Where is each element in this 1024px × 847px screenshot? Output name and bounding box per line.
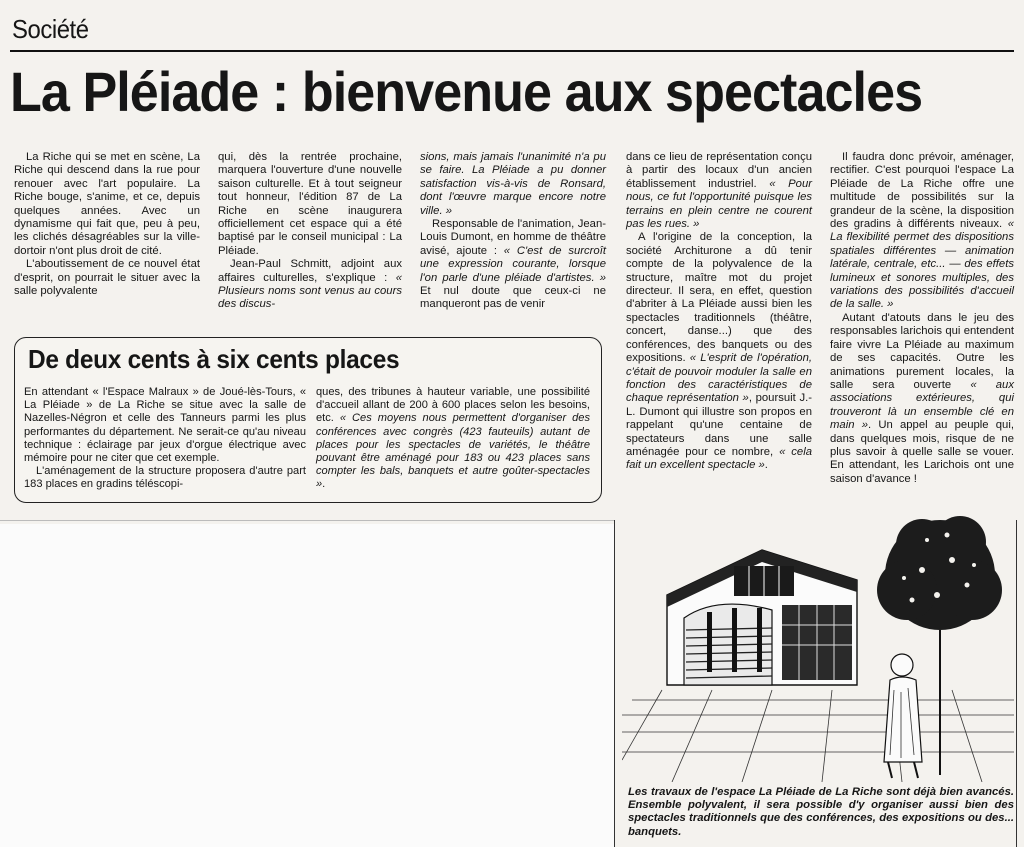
article-column-2	[218, 151, 402, 312]
paragraph: L'aménagement de la structure proposera d'autre part 183 places en gradins téléscopi-	[24, 465, 306, 491]
paragraph: A l'origine de la conception, la société Architurone a dû tenir compte de la polyvalence de la structure, maître mot du projet directeur. Il sera, en effet, question d'abriter à La Pléiade aussi bien les spectacles traditionnels (théâtre, concert, danse...) que des conférences, des banquets ou des expositions. « L'esprit de l'opération, c'était de pouvoir moduler la salle en fonction des caractéristiques de chaque représentation », poursuit J.-L. Dumont qui illustre son propos en rappelant qu'une centaine de spectateurs dans une salle aménagée pour ce nombre, « cela fait un excellent spectacle ».	[626, 231, 813, 472]
paragraph: La Riche qui se met en scène, La Riche qui descend dans la rue pour renouer avec l'art populaire. La Riche bouge, s'anime, et ce, depuis quelques années. Avec un dynamisme qui fait que, peu à peu, les clichés désagréables sur la ville-dortoir n'ont plus droit de cité.	[14, 151, 200, 257]
paragraph: sions, mais jamais l'unanimité n'a pu se faire. La Pléiade a pu donner satisfaction vis-à-vis de Ronsard, dont l'œuvre marque encore notre ville. »	[420, 151, 606, 217]
article-column-4	[626, 151, 812, 473]
paragraph: En attendant « l'Espace Malraux » de Joué-lès-Tours, « La Pléiade » de La Riche se situe avec la salle de Nazelles-Négron et celle des Tanneurs parmi les plus performantes du département. Ne serait-ce qu'au niveau technique : éclairage par jeux d'orgue électrique avec mémoire pour ne citer que cet exemple.	[24, 386, 306, 465]
building-illustration	[622, 500, 1014, 782]
blank-area	[0, 524, 614, 847]
section-rubric: Société	[12, 14, 89, 44]
paragraph: Jean-Paul Schmitt, adjoint aux affaires culturelles, s'explique : « Plusieurs noms sont venus au cours des discus-	[218, 258, 402, 311]
article-column-3	[420, 151, 606, 312]
divider	[1016, 520, 1017, 847]
divider	[614, 520, 615, 847]
article-column-1	[14, 151, 200, 298]
paragraph: Il faudra donc prévoir, aménager, rectifier. C'est pourquoi l'espace La Pléiade de La Riche offre une multitude de possibilités sur la grandeur de la scène, la disposition des gradins à différents niveaux. « La flexibilité permet des dispositions spatiales différentes — animation latérale, centrale, etc... — des effets lumineux et sonores multiples, des variations des possibilités d'accueil de la salle. »	[830, 151, 1014, 311]
box-column-2	[316, 386, 590, 492]
box-title: De deux cents à six cents places	[28, 344, 400, 374]
paragraph: L'aboutissement de ce nouvel état d'esprit, on pourrait le situer avec la salle polyvalente	[14, 258, 200, 298]
paragraph: Responsable de l'animation, Jean-Louis Dumont, en homme de théâtre avisé, ajoute : « C'est de surcroît une expression courante, lorsque l'on parle d'une pléiade d'artistes. » Et nul doute que ceux-ci ne manqueront pas de venir	[420, 218, 606, 311]
box-column-1	[24, 386, 306, 492]
paragraph: dans ce lieu de représentation conçu à partir des locaux d'un ancien établissement industriel. « Pour nous, ce fut l'opportunité puisque les terrains en plein centre ne courent pas les rues. »	[626, 151, 812, 231]
paragraph: qui, dès la rentrée prochaine, marquera l'ouverture d'une nouvelle saison culturelle. Et à tout seigneur tout honneur, l'édition 87 de La Riche en scène inaugurera officiellement cet espace qui a été baptisé par le conseil municipal : La Pléiade.	[218, 151, 402, 257]
article-headline: La Pléiade : bienvenue aux spectacles	[10, 60, 923, 123]
photo-caption: Les travaux de l'espace La Pléiade de La Riche sont déjà bien avancés. Ensemble polyvalent, il sera possible d'y organiser aussi bien des spectacles traditionnels que des conférences, des expositions ou des... banquets.	[628, 786, 1014, 838]
paragraph: Autant d'atouts dans le jeu des responsables larichois qui entendent faire vivre La Pléiade au maximum de ses capacités. Outre les animations purement locales, la salle sera ouverte « aux associations extérieures, qui trouveront là un ensemble clé en main ». Un appel au peuple qui, dans quelques mois, risque de ne plus savoir à quelle salle se vouer. En attendant, les Larichois ont une saison d'avance !	[830, 311, 1014, 485]
divider	[0, 520, 614, 521]
header-rule	[10, 50, 1014, 52]
paragraph: ques, des tribunes à hauteur variable, une possibilité d'accueil allant de 200 à 600 places selon les besoins, etc. « Ces moyens nous permettent d'organiser des conférences avec congrès (423 fauteuils) autant de places pour les spectacles de variétés, le théâtre pouvant être aménagé pour 183 ou 423 places sans compter les bals, banquets et autre goûter-spectacles ».	[316, 386, 591, 491]
article-column-5	[830, 151, 1014, 486]
